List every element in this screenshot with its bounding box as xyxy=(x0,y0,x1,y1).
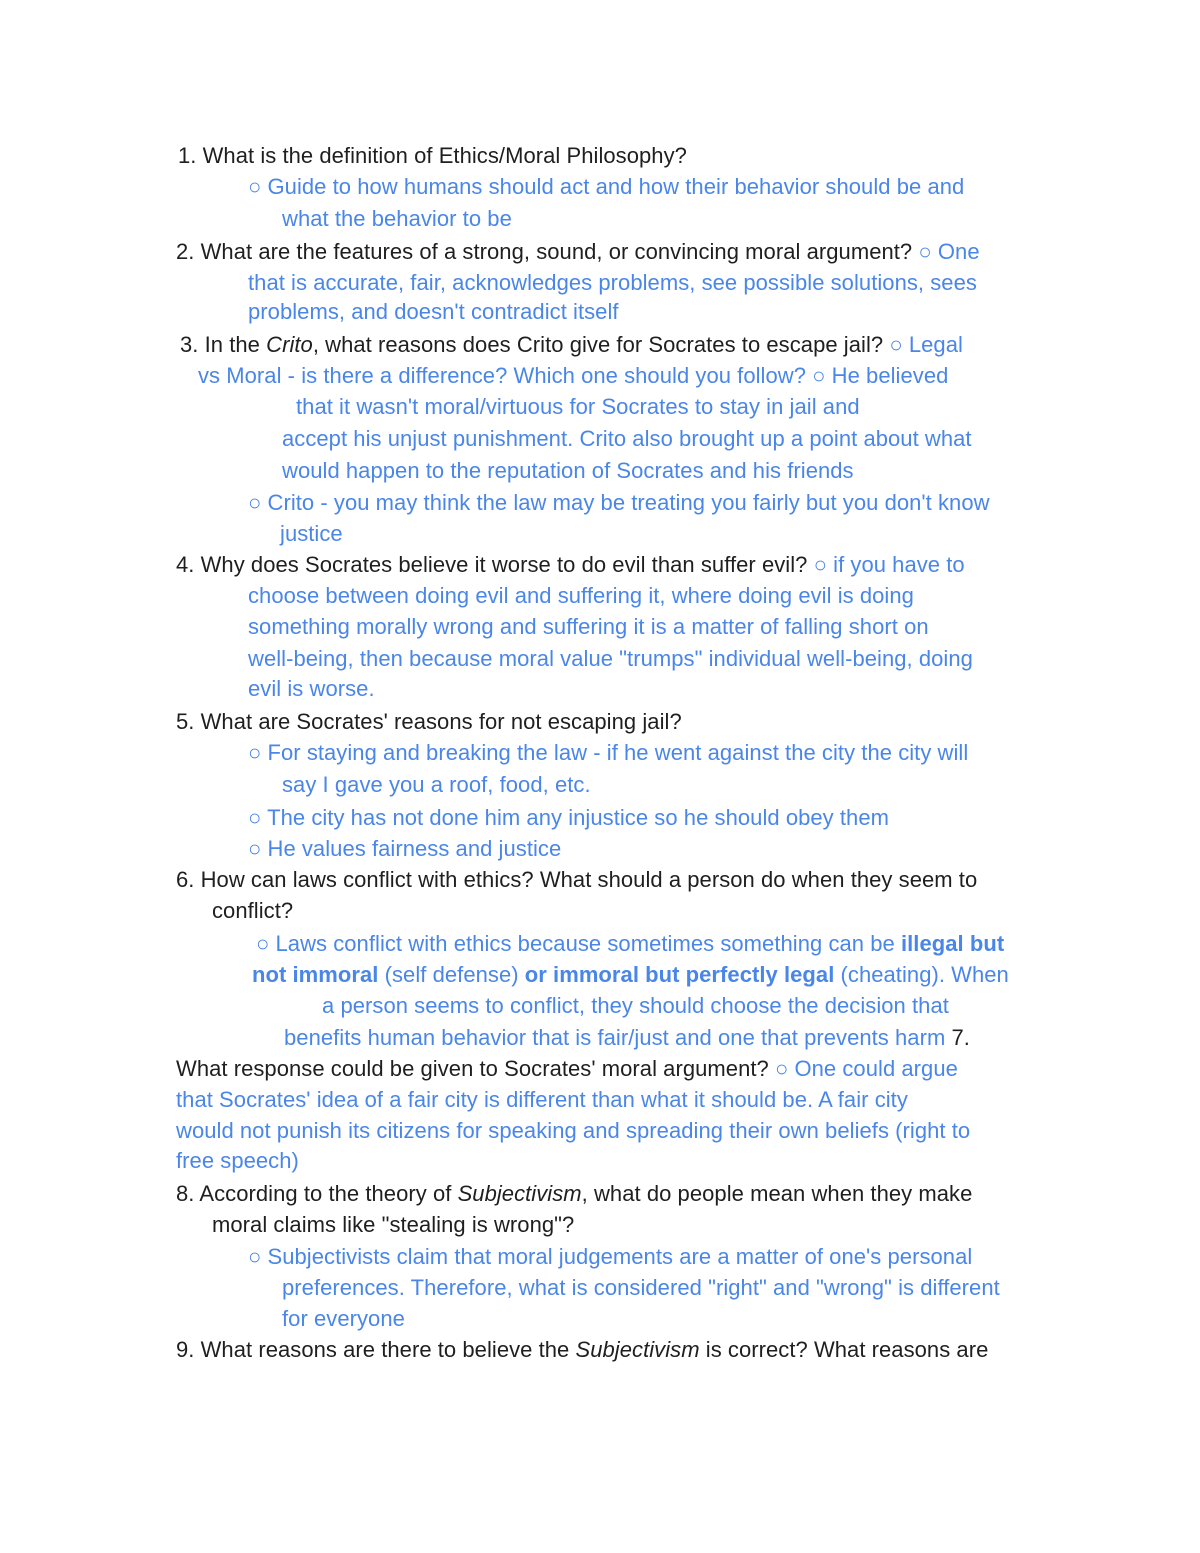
question-8-line-2: moral claims like "stealing is wrong"? xyxy=(212,1212,575,1237)
answer-6-l1-bold: illegal but xyxy=(900,931,1005,956)
answer-2-line-3: problems, and doesn't contradict itself xyxy=(248,299,619,324)
question-9-pre: 9. What reasons are there to believe the xyxy=(176,1337,576,1362)
answer-6-l2-mid: (self defense) xyxy=(378,962,525,987)
answer-2-line-2: that is accurate, fair, acknowledges problems, see possible solutions, sees xyxy=(248,270,977,295)
answer-6-line-1 xyxy=(256,931,1004,957)
answer-3-line-5: would happen to the reputation of Socrates and his friends xyxy=(282,458,854,483)
answer-1-line-1: ○ Guide to how humans should act and how their behavior should be and xyxy=(248,174,965,199)
question-7-text: What response could be given to Socrates' moral argument? xyxy=(176,1056,769,1081)
question-8-pre: 8. According to the theory of xyxy=(176,1181,458,1206)
answer-1-line-2: what the behavior to be xyxy=(282,206,512,231)
question-5: 5. What are Socrates' reasons for not escaping jail? xyxy=(176,709,682,734)
answer-6-line-3: a person seems to conflict, they should choose the decision that xyxy=(322,993,949,1018)
answer-4-start: ○ if you have to xyxy=(813,552,965,577)
answer-4-line-3: something morally wrong and suffering it is a matter of falling short on xyxy=(248,614,929,639)
question-9 xyxy=(176,1337,988,1363)
answer-3-line-4: accept his unjust punishment. Crito also brought up a point about what xyxy=(282,426,972,451)
question-2 xyxy=(176,239,980,265)
answer-6-l2-bold-2: or immoral but perfectly legal xyxy=(524,962,835,987)
answer-6-l2-post: (cheating). When xyxy=(834,962,1009,987)
answer-5-a-line-1: ○ For staying and breaking the law - if he went against the city the city will xyxy=(248,740,969,765)
answer-4-line-5: evil is worse. xyxy=(248,676,375,701)
question-3-post: , what reasons does Crito give for Socrates to escape jail? xyxy=(312,332,884,357)
answer-3-line-3: that it wasn't moral/virtuous for Socrates to stay in jail and xyxy=(296,394,860,419)
answer-3-line-2: vs Moral - is there a difference? Which one should you follow? ○ He believed xyxy=(198,363,949,388)
answer-8-line-3: for everyone xyxy=(282,1306,405,1331)
question-2-text: 2. What are the features of a strong, sound, or convincing moral argument? xyxy=(176,239,913,264)
answer-6-l4-text: benefits human behavior that is fair/just and one that prevents harm xyxy=(284,1025,946,1050)
question-3-title-italic: Crito xyxy=(266,332,313,357)
answer-3-line-6: ○ Crito - you may think the law may be treating you fairly but you don't know xyxy=(248,490,990,515)
answer-5-b: ○ The city has not done him any injustice so he should obey them xyxy=(248,805,890,830)
answer-8-line-1: ○ Subjectivists claim that moral judgements are a matter of one's personal xyxy=(248,1244,973,1269)
answer-5-c: ○ He values fairness and justice xyxy=(248,836,562,861)
answer-4-line-4: well-being, then because moral value "trumps" individual well-being, doing xyxy=(248,646,973,671)
answer-4-line-2: choose between doing evil and suffering it, where doing evil is doing xyxy=(248,583,914,608)
answer-7-line-3: would not punish its citizens for speaking and spreading their own beliefs (right to xyxy=(176,1118,971,1143)
answer-7-start: ○ One could argue xyxy=(774,1056,958,1081)
question-8-post: , what do people mean when they make xyxy=(581,1181,973,1206)
answer-6-l2-bold-1: not immoral xyxy=(252,962,379,987)
answer-3-line-7: justice xyxy=(280,521,343,546)
question-8-line-1 xyxy=(176,1181,972,1207)
question-7 xyxy=(176,1056,958,1082)
question-8-italic: Subjectivism xyxy=(457,1181,582,1206)
question-3-pre: 3. In the xyxy=(180,332,267,357)
answer-8-line-2: preferences. Therefore, what is considered "right" and "wrong" is different xyxy=(282,1275,1000,1300)
question-6-line-1: 6. How can laws conflict with ethics? What should a person do when they seem to xyxy=(176,867,978,892)
question-4 xyxy=(176,552,965,578)
answer-3-start: ○ Legal xyxy=(889,332,963,357)
answer-2-start: ○ One xyxy=(918,239,980,264)
answer-6-l1-text: ○ Laws conflict with ethics because sometimes something can be xyxy=(256,931,901,956)
question-6-line-2: conflict? xyxy=(212,898,294,923)
question-4-text: 4. Why does Socrates believe it worse to do evil than suffer evil? xyxy=(176,552,808,577)
answer-7-line-2: that Socrates' idea of a fair city is different than what it should be. A fair city xyxy=(176,1087,908,1112)
question-9-post: is correct? What reasons are xyxy=(699,1337,989,1362)
question-1: 1. What is the definition of Ethics/Moral Philosophy? xyxy=(178,143,687,168)
answer-6-line-2 xyxy=(252,962,1009,988)
answer-7-line-4: free speech) xyxy=(176,1148,299,1173)
answer-6-line-4 xyxy=(284,1025,970,1051)
question-9-italic: Subjectivism xyxy=(575,1337,700,1362)
question-3 xyxy=(180,332,963,358)
question-7-number: 7. xyxy=(945,1025,970,1050)
answer-5-a-line-2: say I gave you a roof, food, etc. xyxy=(282,772,591,797)
